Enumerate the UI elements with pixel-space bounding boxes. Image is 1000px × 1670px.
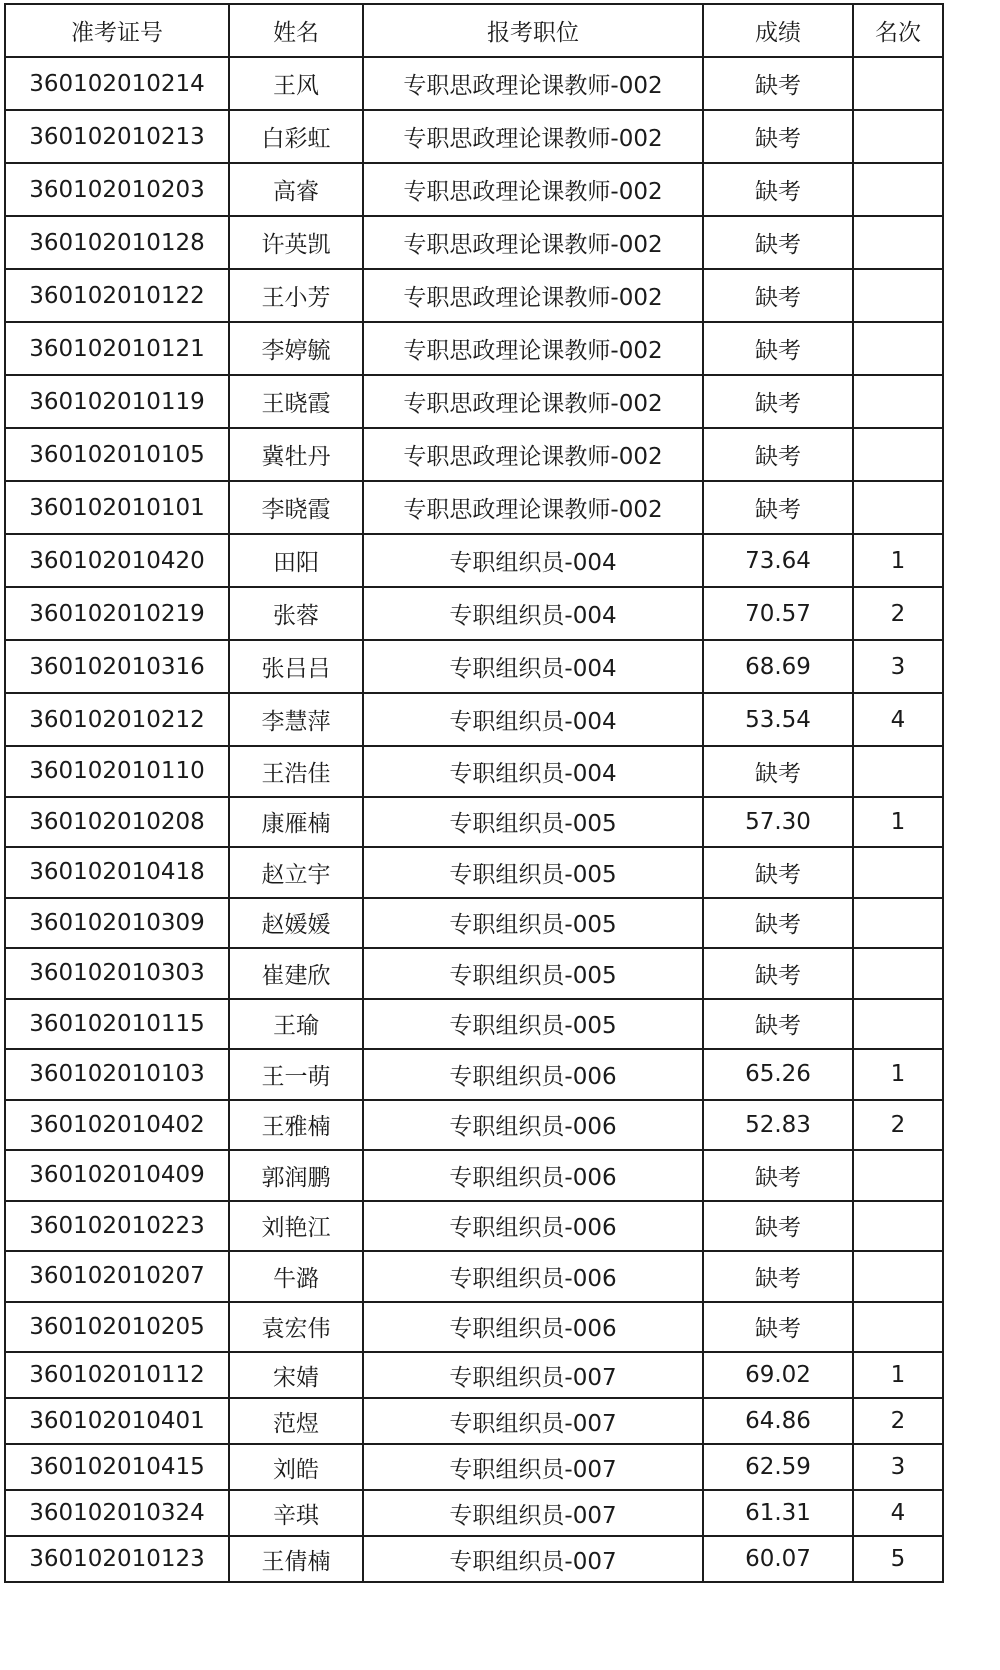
table-row: [5, 1100, 943, 1151]
position-cell: 专职思政理论课教师-002: [363, 110, 703, 163]
name-cell: 赵媛媛: [229, 898, 363, 949]
score-cell: 60.07: [703, 1536, 853, 1582]
rank-cell: 3: [853, 1444, 943, 1490]
name-cell: 白彩虹: [229, 110, 363, 163]
table-header: [5, 4, 943, 57]
exam-id-cell: 360102010223: [5, 1201, 229, 1252]
col-header-exam-id: 准考证号: [5, 4, 229, 57]
rank-cell: [853, 57, 943, 110]
rank-cell: [853, 999, 943, 1050]
rank-cell: [853, 269, 943, 322]
name-cell: 李晓霞: [229, 481, 363, 534]
position-cell: 专职组织员-005: [363, 948, 703, 999]
position-cell: 专职组织员-005: [363, 847, 703, 898]
score-cell: 缺考: [703, 1302, 853, 1353]
rank-cell: [853, 216, 943, 269]
name-cell: 牛潞: [229, 1251, 363, 1302]
position-cell: 专职组织员-006: [363, 1201, 703, 1252]
position-cell: 专职思政理论课教师-002: [363, 163, 703, 216]
rank-cell: [853, 1302, 943, 1353]
table-row: [5, 1251, 943, 1302]
position-cell: 专职组织员-007: [363, 1536, 703, 1582]
name-cell: 李婷毓: [229, 322, 363, 375]
position-cell: 专职组织员-004: [363, 746, 703, 797]
rank-cell: [853, 163, 943, 216]
name-cell: 宋婧: [229, 1352, 363, 1398]
name-cell: 王浩佳: [229, 746, 363, 797]
rank-cell: 1: [853, 534, 943, 587]
exam-id-cell: 360102010128: [5, 216, 229, 269]
position-cell: 专职组织员-007: [363, 1398, 703, 1444]
score-cell: 缺考: [703, 216, 853, 269]
position-cell: 专职思政理论课教师-002: [363, 481, 703, 534]
exam-id-cell: 360102010112: [5, 1352, 229, 1398]
name-cell: 崔建欣: [229, 948, 363, 999]
rank-cell: 2: [853, 1100, 943, 1151]
table-row: [5, 640, 943, 693]
table-row: [5, 57, 943, 110]
name-cell: 张吕吕: [229, 640, 363, 693]
col-header-position: 报考职位: [363, 4, 703, 57]
position-cell: 专职组织员-005: [363, 898, 703, 949]
position-cell: 专职组织员-006: [363, 1049, 703, 1100]
name-cell: 高睿: [229, 163, 363, 216]
table-row: [5, 948, 943, 999]
rank-cell: 4: [853, 1490, 943, 1536]
rank-cell: 3: [853, 640, 943, 693]
score-cell: 62.59: [703, 1444, 853, 1490]
name-cell: 赵立宇: [229, 847, 363, 898]
rank-cell: [853, 110, 943, 163]
rank-cell: [853, 1150, 943, 1201]
table-row: [5, 1150, 943, 1201]
name-cell: 王风: [229, 57, 363, 110]
table-row: [5, 587, 943, 640]
table-row: [5, 1444, 943, 1490]
rank-cell: 4: [853, 693, 943, 746]
table-row: [5, 110, 943, 163]
table-row: [5, 163, 943, 216]
table-row: [5, 1536, 943, 1582]
position-cell: 专职组织员-006: [363, 1100, 703, 1151]
position-cell: 专职组织员-007: [363, 1490, 703, 1536]
exam-id-cell: 360102010418: [5, 847, 229, 898]
rank-cell: [853, 481, 943, 534]
score-cell: 52.83: [703, 1100, 853, 1151]
score-cell: 缺考: [703, 948, 853, 999]
position-cell: 专职思政理论课教师-002: [363, 322, 703, 375]
name-cell: 王倩楠: [229, 1536, 363, 1582]
rank-cell: 1: [853, 1352, 943, 1398]
table-row: [5, 1352, 943, 1398]
score-cell: 61.31: [703, 1490, 853, 1536]
name-cell: 辛琪: [229, 1490, 363, 1536]
score-cell: 缺考: [703, 999, 853, 1050]
rank-cell: [853, 1201, 943, 1252]
table-row: [5, 1398, 943, 1444]
score-cell: 缺考: [703, 1201, 853, 1252]
rank-cell: [853, 375, 943, 428]
position-cell: 专职组织员-004: [363, 693, 703, 746]
rank-cell: [853, 428, 943, 481]
table-row: [5, 847, 943, 898]
table-row: [5, 797, 943, 848]
table-row: [5, 1201, 943, 1252]
name-cell: 郭润鹏: [229, 1150, 363, 1201]
name-cell: 王晓霞: [229, 375, 363, 428]
score-cell: 缺考: [703, 322, 853, 375]
position-cell: 专职组织员-007: [363, 1444, 703, 1490]
col-header-rank: 名次: [853, 4, 943, 57]
rank-cell: [853, 1251, 943, 1302]
name-cell: 王瑜: [229, 999, 363, 1050]
score-cell: 70.57: [703, 587, 853, 640]
exam-id-cell: 360102010214: [5, 57, 229, 110]
exam-id-cell: 360102010105: [5, 428, 229, 481]
position-cell: 专职思政理论课教师-002: [363, 216, 703, 269]
score-cell: 73.64: [703, 534, 853, 587]
exam-id-cell: 360102010324: [5, 1490, 229, 1536]
score-cell: 缺考: [703, 898, 853, 949]
position-cell: 专职思政理论课教师-002: [363, 428, 703, 481]
position-cell: 专职组织员-007: [363, 1352, 703, 1398]
rank-cell: [853, 948, 943, 999]
name-cell: 冀牡丹: [229, 428, 363, 481]
exam-id-cell: 360102010123: [5, 1536, 229, 1582]
position-cell: 专职组织员-006: [363, 1302, 703, 1353]
rank-cell: [853, 898, 943, 949]
name-cell: 刘艳江: [229, 1201, 363, 1252]
score-cell: 缺考: [703, 1251, 853, 1302]
table-row: [5, 1049, 943, 1100]
score-cell: 缺考: [703, 428, 853, 481]
name-cell: 王小芳: [229, 269, 363, 322]
exam-id-cell: 360102010303: [5, 948, 229, 999]
exam-id-cell: 360102010415: [5, 1444, 229, 1490]
rank-cell: [853, 847, 943, 898]
score-cell: 缺考: [703, 57, 853, 110]
name-cell: 范煜: [229, 1398, 363, 1444]
score-cell: 57.30: [703, 797, 853, 848]
exam-id-cell: 360102010205: [5, 1302, 229, 1353]
header-row: [5, 4, 943, 57]
exam-id-cell: 360102010212: [5, 693, 229, 746]
table-row: [5, 216, 943, 269]
score-cell: 缺考: [703, 163, 853, 216]
exam-id-cell: 360102010207: [5, 1251, 229, 1302]
name-cell: 许英凯: [229, 216, 363, 269]
exam-id-cell: 360102010420: [5, 534, 229, 587]
name-cell: 康雁楠: [229, 797, 363, 848]
rank-cell: 5: [853, 1536, 943, 1582]
score-cell: 缺考: [703, 481, 853, 534]
table-row: [5, 746, 943, 797]
name-cell: 袁宏伟: [229, 1302, 363, 1353]
table-row: [5, 898, 943, 949]
position-cell: 专职组织员-005: [363, 797, 703, 848]
position-cell: 专职组织员-004: [363, 640, 703, 693]
table-row: [5, 693, 943, 746]
score-cell: 缺考: [703, 1150, 853, 1201]
table-row: [5, 375, 943, 428]
rank-cell: 2: [853, 1398, 943, 1444]
position-cell: 专职组织员-006: [363, 1251, 703, 1302]
name-cell: 刘皓: [229, 1444, 363, 1490]
exam-id-cell: 360102010119: [5, 375, 229, 428]
exam-id-cell: 360102010110: [5, 746, 229, 797]
position-cell: 专职组织员-004: [363, 534, 703, 587]
table-row: [5, 1302, 943, 1353]
rank-cell: 1: [853, 797, 943, 848]
position-cell: 专职组织员-005: [363, 999, 703, 1050]
position-cell: 专职组织员-006: [363, 1150, 703, 1201]
results-table: [4, 3, 944, 1583]
table-row: [5, 322, 943, 375]
exam-id-cell: 360102010401: [5, 1398, 229, 1444]
position-cell: 专职组织员-004: [363, 587, 703, 640]
score-cell: 69.02: [703, 1352, 853, 1398]
name-cell: 田阳: [229, 534, 363, 587]
score-cell: 64.86: [703, 1398, 853, 1444]
score-cell: 65.26: [703, 1049, 853, 1100]
table-row: [5, 534, 943, 587]
score-cell: 53.54: [703, 693, 853, 746]
score-cell: 缺考: [703, 746, 853, 797]
score-cell: 缺考: [703, 375, 853, 428]
rank-cell: 2: [853, 587, 943, 640]
exam-id-cell: 360102010121: [5, 322, 229, 375]
exam-id-cell: 360102010115: [5, 999, 229, 1050]
score-cell: 缺考: [703, 847, 853, 898]
exam-id-cell: 360102010203: [5, 163, 229, 216]
table-row: [5, 428, 943, 481]
rank-cell: [853, 322, 943, 375]
rank-cell: [853, 746, 943, 797]
table-row: [5, 1490, 943, 1536]
exam-id-cell: 360102010309: [5, 898, 229, 949]
exam-id-cell: 360102010103: [5, 1049, 229, 1100]
score-cell: 缺考: [703, 110, 853, 163]
exam-id-cell: 360102010409: [5, 1150, 229, 1201]
rank-cell: 1: [853, 1049, 943, 1100]
position-cell: 专职思政理论课教师-002: [363, 269, 703, 322]
col-header-name: 姓名: [229, 4, 363, 57]
exam-id-cell: 360102010213: [5, 110, 229, 163]
table-row: [5, 269, 943, 322]
exam-id-cell: 360102010122: [5, 269, 229, 322]
score-cell: 68.69: [703, 640, 853, 693]
exam-id-cell: 360102010316: [5, 640, 229, 693]
table-row: [5, 481, 943, 534]
exam-id-cell: 360102010208: [5, 797, 229, 848]
position-cell: 专职思政理论课教师-002: [363, 57, 703, 110]
name-cell: 王一萌: [229, 1049, 363, 1100]
name-cell: 王雅楠: [229, 1100, 363, 1151]
exam-id-cell: 360102010219: [5, 587, 229, 640]
name-cell: 张蓉: [229, 587, 363, 640]
table-row: [5, 999, 943, 1050]
score-cell: 缺考: [703, 269, 853, 322]
col-header-score: 成绩: [703, 4, 853, 57]
exam-id-cell: 360102010101: [5, 481, 229, 534]
name-cell: 李慧萍: [229, 693, 363, 746]
exam-id-cell: 360102010402: [5, 1100, 229, 1151]
table-body: [5, 57, 943, 1582]
position-cell: 专职思政理论课教师-002: [363, 375, 703, 428]
